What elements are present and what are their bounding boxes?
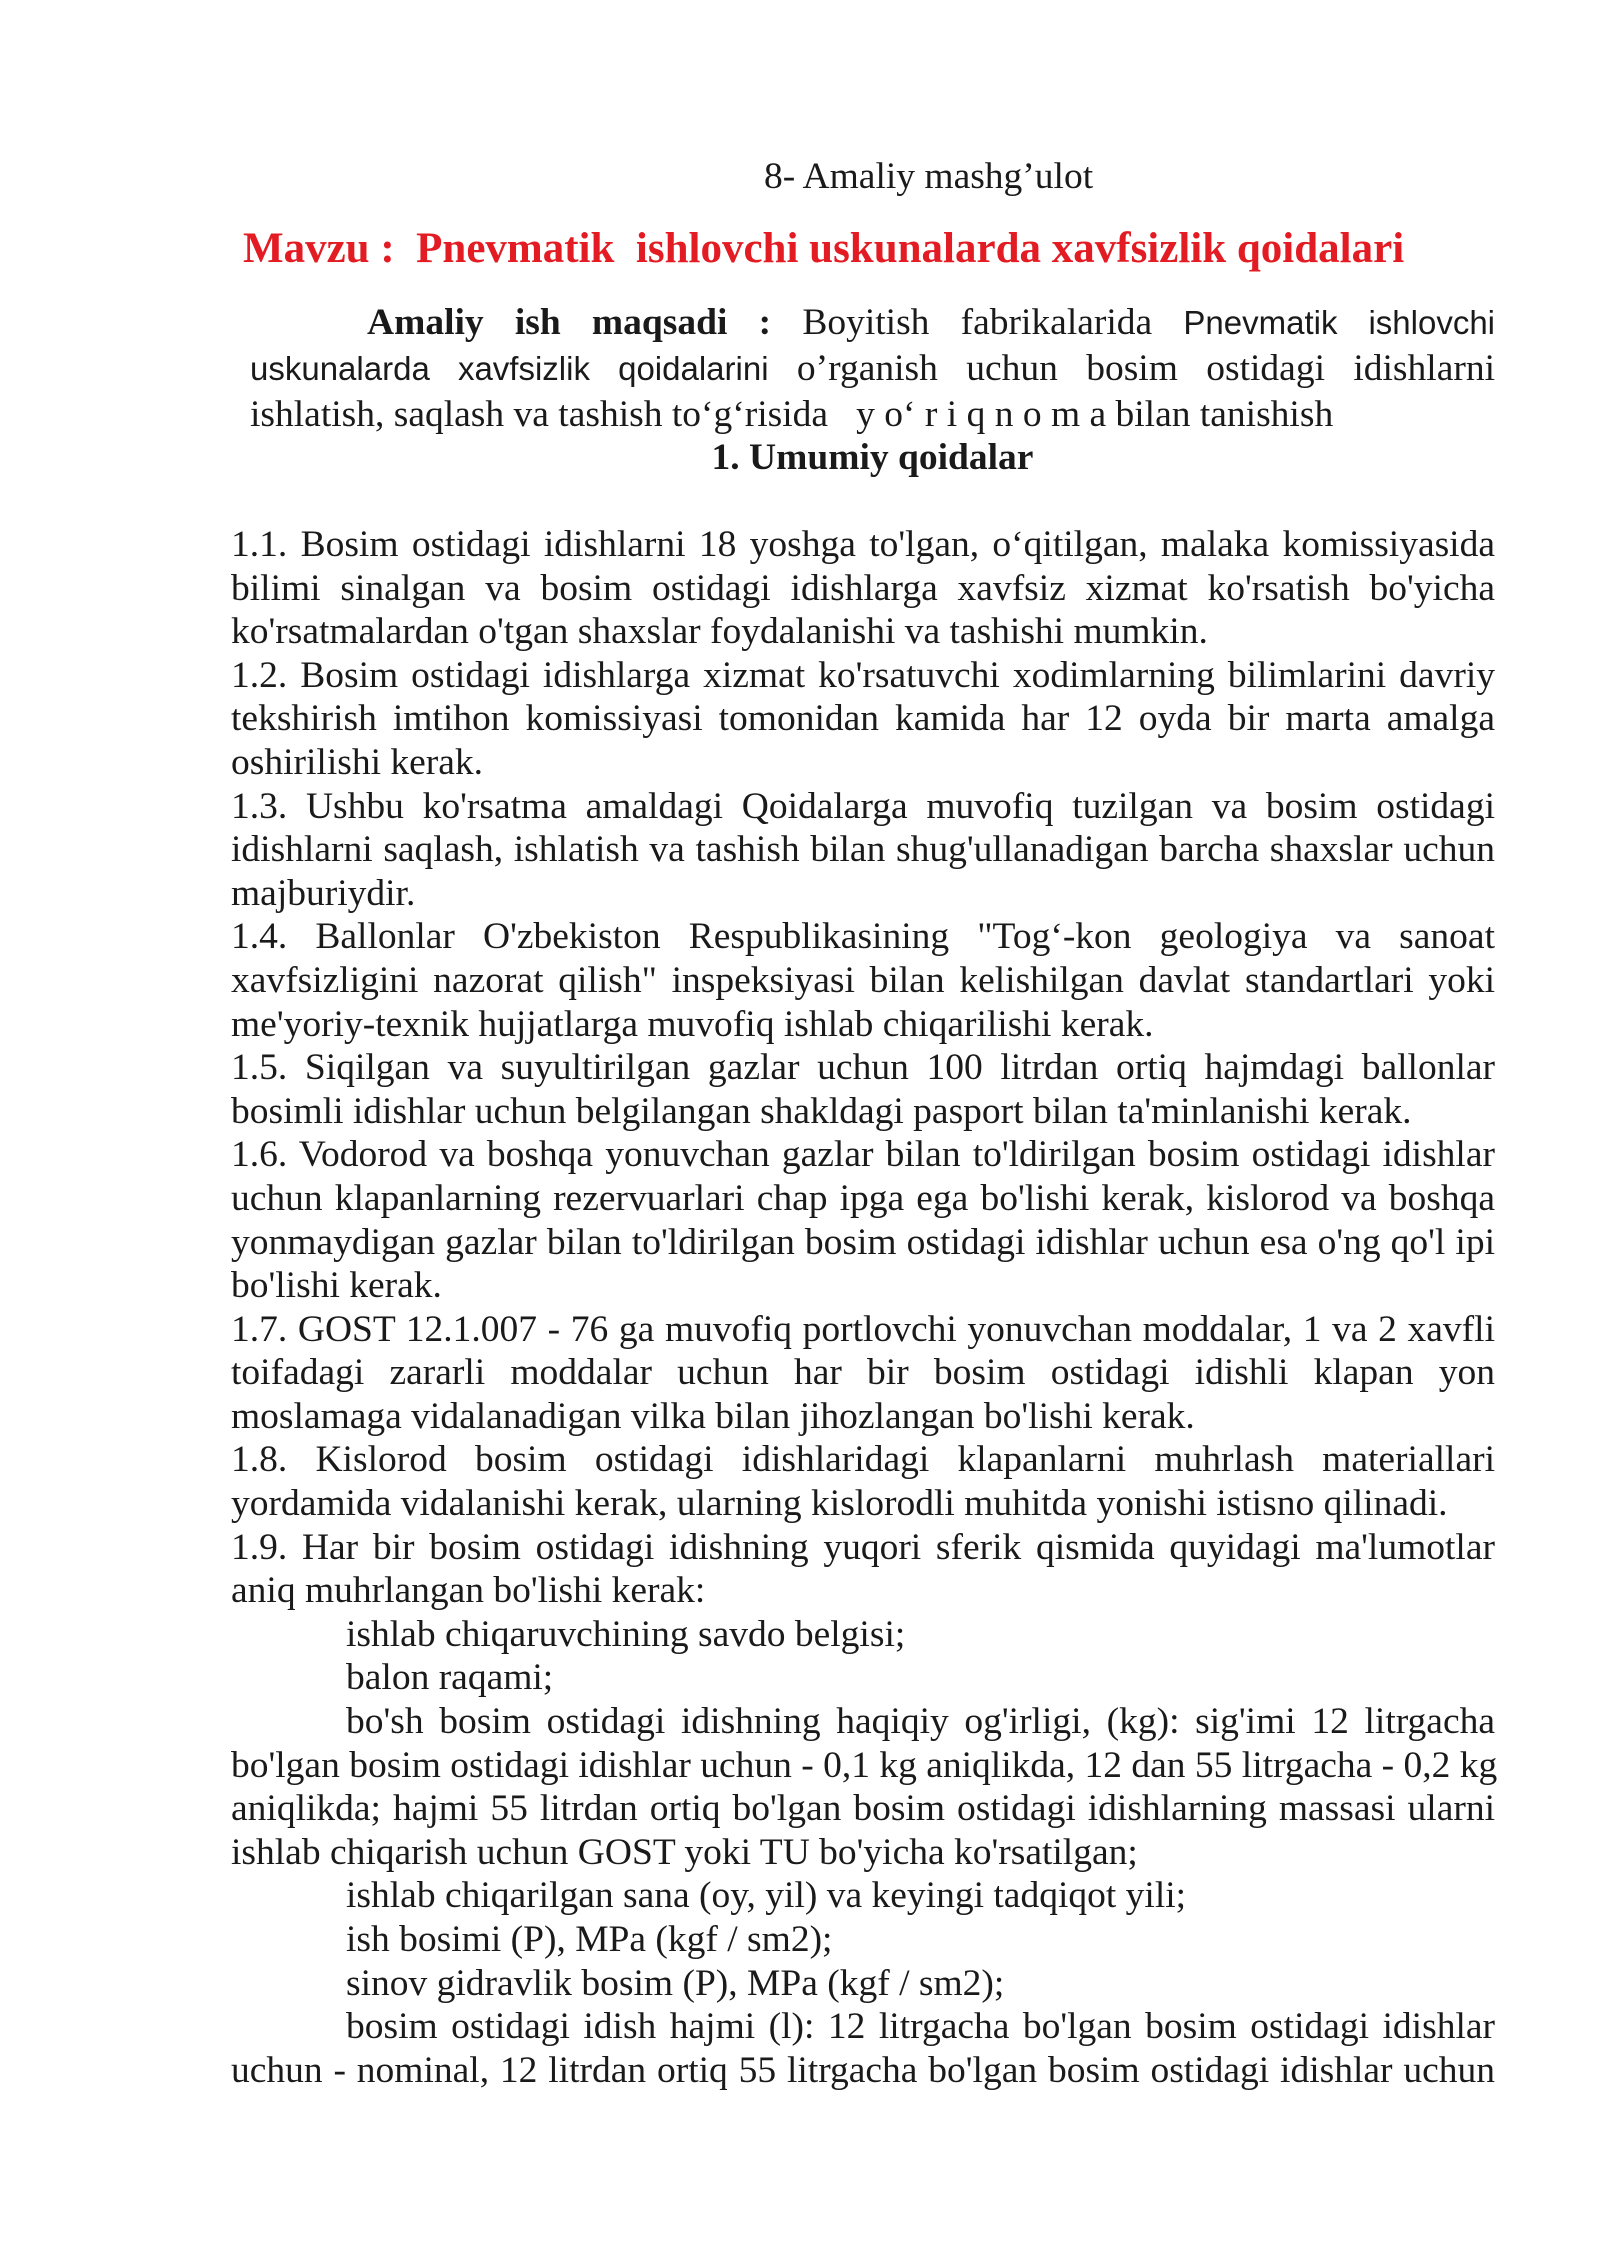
text-line: bo'lgan bosim ostidagi idishlar uchun - 0,1 kg aniqlikda, 12 dan 55 litrgacha - 0,2 kg (231, 1744, 1498, 1786)
text-line: me'yoriy-texnik hujjatlarga muvofiq ishlab chiqarilishi kerak. (231, 1003, 1154, 1045)
text-segment: uskunalarda xavfsizlik qoidalarini (250, 349, 769, 387)
text-line: 1.6. Vodorod va boshqa yonuvchan gazlar bilan to'ldirilgan bosim ostidagi idishlar (231, 1134, 1495, 1176)
text-line: 1.9. Har bir bosim ostidagi idishning yuqori sferik qismida quyidagi ma'lumotlar (231, 1526, 1495, 1568)
document-title: 8- Amaliy mashg’ulot (764, 156, 1094, 197)
rule-1-7 (231, 1308, 1495, 1439)
text-line: ishlab chiqaruvchining savdo belgisi; (346, 1613, 906, 1655)
text-line: uchun klapanlarning rezervuarlari chap ipga ega bo'lishi kerak, kislorod va boshqa (231, 1177, 1495, 1219)
text-line: sinov gidravlik bosim (P), MPa (kgf / sm2); (346, 1962, 1005, 2004)
text-line: 1.5. Siqilgan va suyultirilgan gazlar uchun 100 litrdan ortiq hajmdagi ballonlar (231, 1047, 1495, 1089)
text-line: 1.7. GOST 12.1.007 - 76 ga muvofiq portlovchi yonuvchan moddalar, 1 va 2 xavfli (231, 1308, 1495, 1350)
rule-1-3 (231, 785, 1495, 916)
text-line: 1.2. Bosim ostidagi idishlarga xizmat ko'rsatuvchi xodimlarning bilimlarini davriy (231, 654, 1495, 696)
text-line: yonmaydigan gazlar bilan to'ldirilgan bosim ostidagi idishlar uchun esa o'ng qo'l ipi (231, 1221, 1495, 1263)
text-line: ish bosimi (P), MPa (kgf / sm2); (346, 1919, 833, 1960)
rule-1-8 (231, 1438, 1495, 1525)
text-line (250, 346, 1495, 392)
text-line: majburiydir. (231, 872, 416, 914)
section-heading: 1. Umumiy qoidalar (711, 437, 1034, 478)
text-line: bo'lishi kerak. (231, 1265, 442, 1307)
purpose-label: Amaliy ish maqsadi : (367, 302, 772, 343)
rule-1-4 (231, 915, 1495, 1046)
text-line: bosim ostidagi idish hajmi (l): 12 litrgacha bo'lgan bosim ostidagi idishlar (346, 2006, 1495, 2048)
text-line: tekshirish imtihon komissiyasi tomonidan kamida har 12 oyda bir marta amalga (231, 698, 1495, 740)
text-line: ishlab chiqarilgan sana (oy, yil) va keyingi tadqiqot yili; (346, 1875, 1187, 1917)
text-line: balon raqami; (346, 1657, 554, 1699)
text-line: aniqlikda; hajmi 55 litrdan ortiq bo'lgan bosim ostidagi idishlarning massasi ularni (231, 1788, 1495, 1830)
text-line: oshirilishi kerak. (231, 741, 484, 783)
marking-item (231, 1613, 1495, 1657)
text-line: bosimli idishlar uchun belgilangan shakldagi pasport bilan ta'minlanishi kerak. (231, 1090, 1412, 1132)
text-line: 1.1. Bosim ostidagi idishlarni 18 yoshga to'lgan, o‘qitilgan, malaka komissiyasida (231, 524, 1495, 565)
text-segment: Boyitish fabrikalarida (802, 302, 1153, 343)
text-segment: o’rganish uchun bosim ostidagi idishlarni (796, 347, 1495, 389)
topic-heading: Mavzu : Pnevmatik ishlovchi uskunalarda xavfsizlik qoidalari (243, 225, 1405, 272)
marking-item (231, 1700, 1498, 1874)
purpose-paragraph (250, 300, 1495, 437)
marking-item (231, 1656, 1495, 1700)
text-line: 1.3. Ushbu ko'rsatma amaldagi Qoidalarga muvofiq tuzilgan va bosim ostidagi (231, 785, 1495, 827)
text-line (250, 300, 1495, 346)
rules-body (231, 523, 1498, 2092)
text-line: bilimi sinalgan va bosim ostidagi idishlarga xavfsiz xizmat ko'rsatish bo'yicha (231, 567, 1495, 609)
rule-1-1 (231, 523, 1495, 654)
text-line: ishlab chiqarish uchun GOST yoki TU bo'yicha ko'rsatilgan; (231, 1831, 1138, 1873)
text-line: 1.8. Kislorod bosim ostidagi idishlaridagi klapanlarni muhrlash materiallari (231, 1439, 1495, 1481)
text-segment: Pnevmatik ishlovchi (1183, 304, 1496, 341)
text-line: ko'rsatmalardan o'tgan shaxslar foydalanishi va tashishi mumkin. (231, 611, 1208, 653)
marking-item (231, 1962, 1495, 2006)
marking-item (231, 2005, 1495, 2092)
marking-item (231, 1874, 1495, 1918)
rule-1-5 (231, 1046, 1495, 1133)
rule-1-6 (231, 1133, 1495, 1307)
text-line: xavfsizligini nazorat qilish" inspeksiyasi bilan kelishilgan davlat standartlari yoki (231, 959, 1495, 1001)
rule-1-2 (231, 654, 1495, 785)
text-line: aniq muhrlangan bo'lishi kerak: (231, 1570, 706, 1612)
text-line: uchun - nominal, 12 litrdan ortiq 55 litrgacha bo'lgan bosim ostidagi idishlar uchun (231, 2049, 1495, 2091)
text-line: bo'sh bosim ostidagi idishning haqiqiy og'irligi, (kg): sig'imi 12 litrgacha (346, 1701, 1495, 1743)
marking-item (231, 1918, 1495, 1962)
text-line: moslamaga vidalanadigan vilka bilan jihozlangan bo'lishi kerak. (231, 1395, 1195, 1437)
text-line: ishlatish, saqlash va tashish to‘g‘risida y o‘ r i q n o m a bilan tanishish (250, 393, 1334, 435)
text-line: 1.4. Ballonlar O'zbekiston Respublikasining "Tog‘-kon geologiya va sanoat (231, 916, 1495, 958)
rule-1-9 (231, 1526, 1495, 1613)
text-line: idishlarni saqlash, ishlatish va tashish bilan shug'ullanadigan barcha shaxslar uchun (231, 829, 1495, 871)
text-line: toifadagi zararli moddalar uchun har bir bosim ostidagi idishli klapan yon (231, 1352, 1495, 1394)
text-line: yordamida vidalanishi kerak, ularning kislorodli muhitda yonishi istisno qilinadi. (231, 1483, 1448, 1525)
